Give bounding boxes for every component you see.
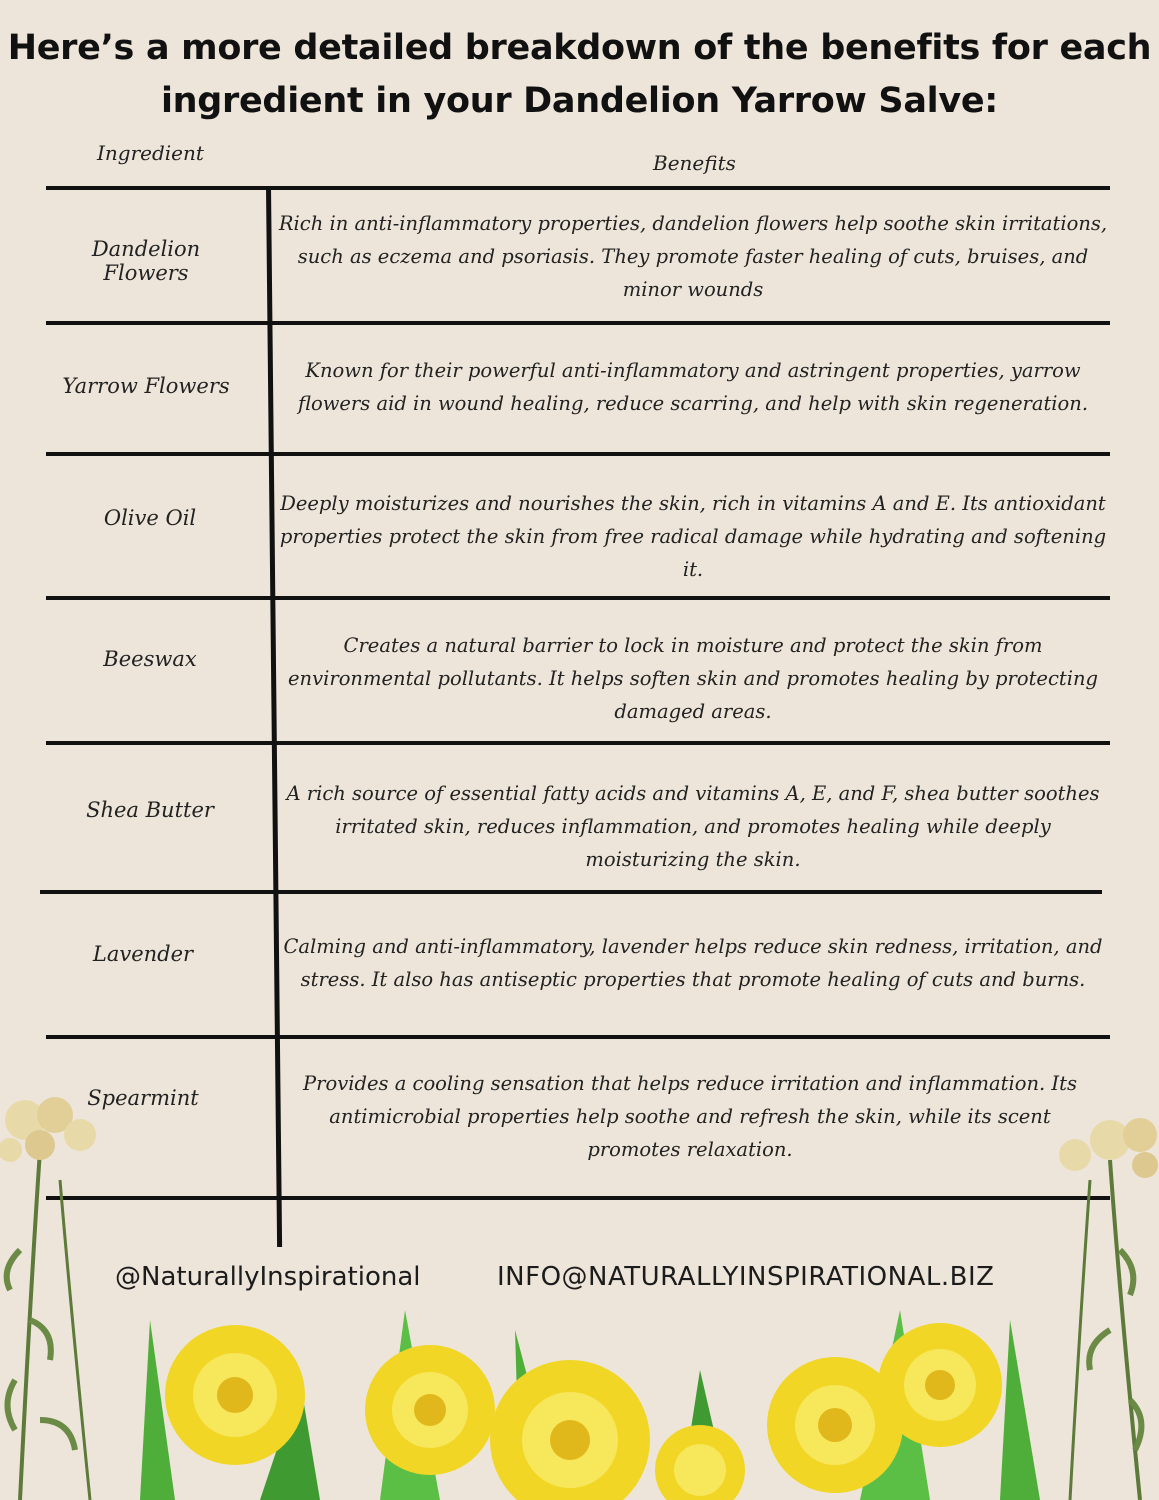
ingredient-name: Spearmint (87, 1086, 199, 1110)
ingredient-benefit: A rich source of essential fatty acids and vitamins A, E, and F, shea butter soothes irritated skin, reduces inflammation, and promotes healing while deeply moisturizing the skin. (286, 782, 1100, 871)
ingredient-name: Yarrow Flowers (62, 374, 230, 398)
contact-email: INFO@NATURALLYINSPIRATIONAL.BIZ (497, 1262, 995, 1292)
table-divider (46, 186, 1110, 190)
ingredient-benefit: Deeply moisturizes and nourishes the skin, rich in vitamins A and E. Its antioxidant properties protect the skin from free radical damage while hydrating and softening it. (279, 492, 1107, 581)
ingredient-benefit: Creates a natural barrier to lock in moisture and protect the skin from environmental pollutants. It helps soften skin and promotes healing by protecting damaged areas. (288, 634, 1098, 723)
ingredient-name: Dandelion Flowers (91, 237, 201, 285)
dandelion-flower-icon (490, 1360, 650, 1500)
table-divider (40, 890, 1102, 894)
page-title: Here’s a more detailed breakdown of the benefits for each ingredient in your Dandelion Yarrow Salve: (7, 28, 1152, 121)
dandelion-leaf-icon (140, 1310, 1040, 1500)
dandelion-flower-icon (655, 1425, 745, 1500)
table-divider (46, 741, 1110, 745)
ingredient-benefit: Calming and anti-inflammatory, lavender helps reduce skin redness, irritation, and stress. It also has antiseptic properties that promote healing of cuts and burns. (283, 935, 1103, 991)
ingredient-benefit: Provides a cooling sensation that helps reduce irritation and inflammation. Its antimicrobial properties help soothe and refresh the skin, while its scent promotes relaxation. (303, 1072, 1077, 1161)
ingredient-benefit: Known for their powerful anti-inflammatory and astringent properties, yarrow flowers aid in wound healing, reduce scarring, and help with skin regeneration. (297, 359, 1089, 415)
dandelion-flower-icon (165, 1325, 305, 1465)
ingredient-name: Shea Butter (86, 798, 214, 822)
ingredient-name: Beeswax (103, 647, 197, 671)
table-divider (46, 452, 1110, 456)
table-divider (46, 1196, 1110, 1200)
ingredient-name: Lavender (92, 942, 194, 966)
ingredient-benefit: Rich in anti-inflammatory properties, dandelion flowers help soothe skin irritations, such as eczema and psoriasis. They promote faster healing of cuts, bruises, and minor wounds (278, 212, 1108, 301)
table-divider (46, 321, 1110, 325)
table-divider (46, 1035, 1110, 1039)
yarrow-plant-icon (0, 1097, 96, 1500)
social-handle: @NaturallyInspirational (115, 1262, 421, 1292)
dandelion-flower-icon (767, 1357, 903, 1493)
column-header-benefits: Benefits (653, 151, 736, 175)
dandelion-flower-icon (878, 1323, 1002, 1447)
yarrow-plant-icon (1059, 1118, 1158, 1500)
table-divider (46, 596, 1110, 600)
column-header-ingredient: Ingredient (97, 141, 204, 165)
ingredient-name: Olive Oil (103, 506, 197, 530)
dandelion-flower-icon (365, 1345, 495, 1475)
